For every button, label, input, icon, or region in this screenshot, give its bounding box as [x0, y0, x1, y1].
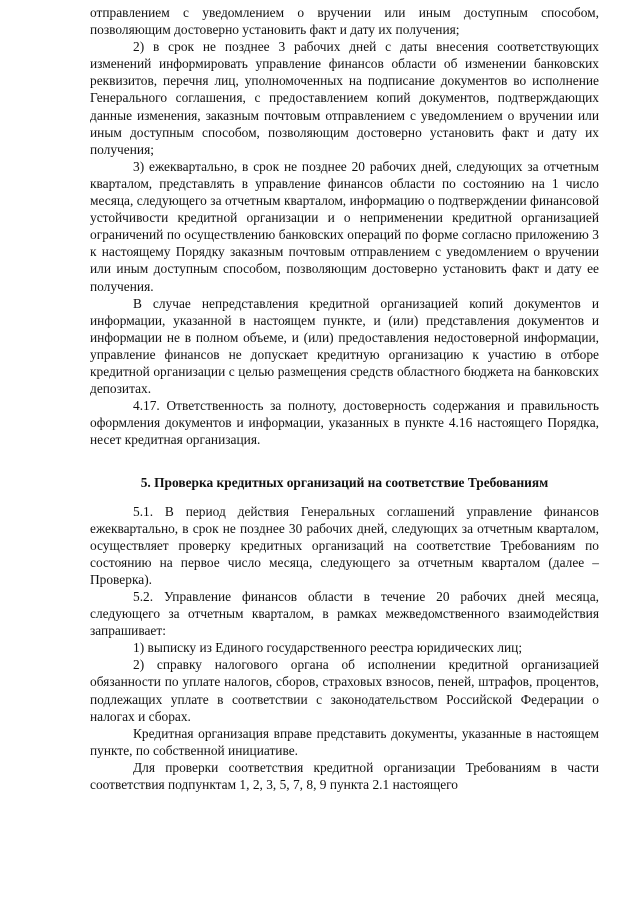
- paragraph-5-2: 5.2. Управление финансов области в течение 20 рабочих дней месяца, следующего за отчетным кварталом, в рамках межведомственного взаимодействия запрашивает:: [90, 589, 599, 639]
- section-spacer: [90, 448, 599, 474]
- paragraph-initiative: Кредитная организация вправе представить документы, указанные в настоящем пункте, по собственной инициативе.: [90, 725, 599, 758]
- list-item-1: 1) выписку из Единого государственного реестра юридических лиц;: [133, 640, 523, 656]
- paragraph-verification: Для проверки соответствия кредитной организации Требованиям в части соответствия подпунктам 1, 2, 3, 5, 7, 8, 9 пункта 2.1 настоящего: [90, 759, 599, 793]
- paragraph-4-17: 4.17. Ответственность за полноту, достоверность содержания и правильность оформления документов и информации, указанных в пункте 4.16 настоящего Порядка, несет кредитная организация.: [90, 398, 599, 448]
- paragraph-item-2: 2) в срок не позднее 3 рабочих дней с даты внесения соответствующих изменений информировать управление финансов области об изменении банковских реквизитов, перечня лиц, уполномоченных на подписание документов во исполнение Генерального соглашения, с предоставлением копий документов, подтверждающих данные изменения, заказным почтовым отправлением с уведомлением о вручении или иным доступным способом, позволяющим достоверно установить факт и дату их получения;: [90, 39, 599, 157]
- heading-spacer: [90, 492, 599, 503]
- paragraph-item-3: 3) ежеквартально, в срок не позднее 20 рабочих дней, следующих за отчетным кварталом, представлять в управление финансов области по состоянию на 1 число месяца, следующего за отчетным кварталом, информацию о подтверждении финансовой устойчивости кредитной организации и о неприменении кредитной организацией ограничений по осуществлению банковских операций по форме согласно приложению 3 к настоящему Порядку заказным почтовым отправлением с уведомлением о вручении или иным доступным способом, позволяющим достоверно установить факт и дату ее получения.: [90, 158, 599, 294]
- list-item-2: 2) справку налогового органа об исполнении кредитной организацией обязанности по уплате налогов, сборов, страховых взносов, пеней, штрафов, процентов, подлежащих уплате в соответствии с законодательством Российской Федерации о налогах и сборах.: [90, 657, 599, 724]
- paragraph-5-1: 5.1. В период действия Генеральных соглашений управление финансов ежеквартально, в срок не позднее 30 рабочих дней, следующих за отчетным кварталом, осуществляет проверку кредитных организаций на соответствие Требованиям по состоянию на первое число месяца, следующего за отчетным кварталом (далее – Проверка).: [90, 503, 599, 587]
- paragraph-nonsubmission: В случае непредставления кредитной организацией копий документов и информации, указанной в настоящем пункте, и (или) представления документов и информации не в полном объеме, и (или) предоставления недостоверной информации, управление финансов не допускает кредитную организацию к участию в отборе кредитной организации с целью размещения средств областного бюджета на банковских депозитах.: [90, 295, 599, 397]
- section-heading: 5. Проверка кредитных организаций на соответствие Требованиям: [140, 475, 549, 491]
- paragraph-continuation: отправлением с уведомлением о вручении или иным доступным способом, позволяющим достоверно установить факт и дату их получения;: [90, 5, 599, 38]
